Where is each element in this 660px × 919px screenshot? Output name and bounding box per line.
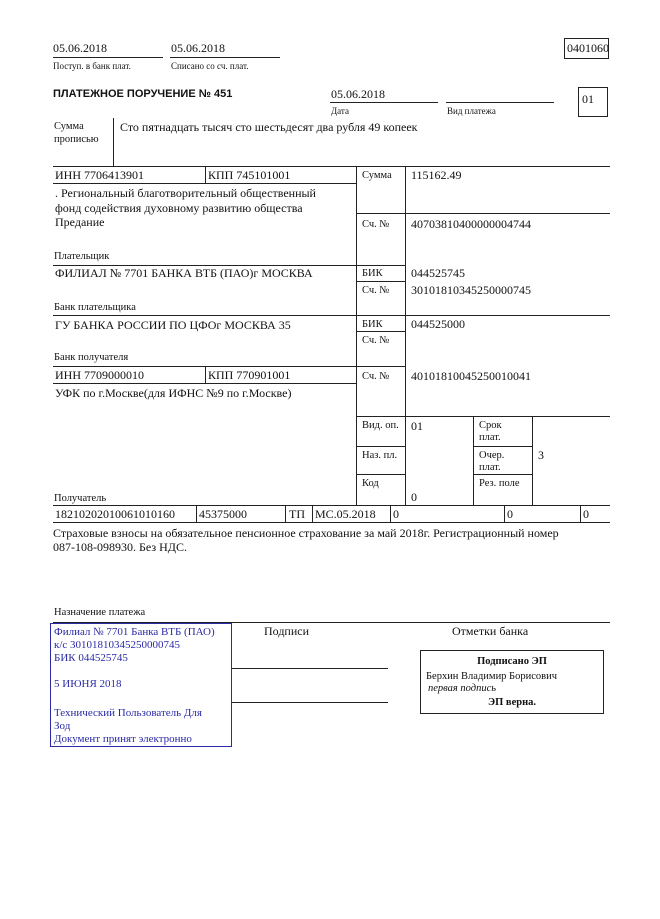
esign-name: Берхин Владимир Борисович: [426, 671, 557, 682]
divider: [356, 446, 405, 447]
label-received: Поступ. в банк плат.: [53, 61, 131, 71]
bik-label: БИК: [362, 319, 383, 330]
amount-words: Сто пятнадцать тысяч сто шестьдесят два рубля 49 копеек: [120, 120, 418, 134]
divider: [53, 366, 405, 367]
divider: [53, 57, 163, 58]
stamp-line: 5 ИЮНЯ 2018: [54, 678, 122, 690]
divider: [356, 281, 405, 282]
divider: [356, 474, 405, 475]
payee-account: 40101810045250010041: [411, 369, 531, 383]
signature-line: [232, 668, 388, 669]
term-label: Срок: [479, 420, 502, 431]
date-debited: 05.06.2018: [171, 41, 225, 55]
esign-title: Подписано ЭП: [477, 656, 547, 667]
doc-number: 0: [393, 507, 399, 521]
kbk: 18210202010061010160: [55, 507, 175, 521]
divider: [53, 505, 610, 506]
account-label: Сч. №: [362, 335, 390, 346]
signatures-label: Подписи: [264, 624, 310, 638]
priority: 3: [538, 448, 544, 462]
divider: [53, 183, 356, 184]
account-label: Сч. №: [362, 371, 390, 382]
payer-bank-bik: 044525745: [411, 266, 465, 280]
divider: [285, 505, 286, 522]
payer-kpp: КПП 745101001: [208, 168, 291, 182]
divider: [504, 505, 505, 522]
date-received: 05.06.2018: [53, 41, 107, 55]
document-title: ПЛАТЕЖНОЕ ПОРУЧЕНИЕ № 451: [53, 88, 233, 100]
term-label: плат.: [479, 432, 501, 443]
status-code-box: [578, 87, 608, 117]
bank-stamp: [50, 623, 232, 747]
stamp-line: Документ принят электронно: [54, 733, 192, 745]
document-date: 05.06.2018: [331, 87, 385, 101]
divider: [473, 416, 474, 505]
bik-label: БИК: [362, 268, 383, 279]
tax-period: МС.05.2018: [315, 507, 376, 521]
divider: [473, 474, 532, 475]
payer-name: Предание: [55, 215, 105, 229]
purpose-text: Страховые взносы на обязательное пенсионное страхование за май 2018г. Регистрационный номер: [53, 526, 559, 540]
amount-words-label: Сумма: [54, 121, 84, 132]
payee-bank-bik: 044525000: [411, 317, 465, 331]
status-code: 01: [582, 92, 594, 106]
divider: [170, 57, 280, 58]
payment-type-label: Вид платежа: [447, 106, 496, 116]
doc-date: 0: [507, 507, 513, 521]
payer-bank-label: Банк плательщика: [54, 302, 136, 313]
payer-name: . Региональный благотворительный общественный: [55, 186, 316, 200]
priority-label: Очер.: [479, 450, 505, 461]
purpose-text: 087-108-098930. Без НДС.: [53, 540, 187, 554]
divider: [356, 166, 357, 505]
amount: 115162.49: [411, 168, 462, 182]
divider: [53, 383, 356, 384]
amount-words-label: прописью: [54, 134, 99, 145]
code: 0: [411, 490, 417, 504]
reserve-label: Рез. поле: [479, 478, 520, 489]
payer-name: фонд содействия духовному развитию общества: [55, 201, 303, 215]
divider: [113, 118, 114, 166]
basis: ТП: [289, 507, 305, 521]
payment-type: 0: [583, 507, 589, 521]
divider: [405, 166, 406, 505]
date-label: Дата: [331, 106, 349, 116]
stamp-line: БИК 044525745: [54, 652, 128, 664]
divider: [356, 416, 610, 417]
payer-bank-name: ФИЛИАЛ № 7701 БАНКА ВТБ (ПАО)г МОСКВА: [55, 266, 313, 280]
payer-label: Плательщик: [54, 251, 110, 262]
divider: [312, 505, 313, 522]
oktmo: 45375000: [199, 507, 247, 521]
divider: [53, 166, 610, 167]
payer-bank-account: 30101810345250000745: [411, 283, 531, 297]
esign-role: первая подпись: [428, 683, 497, 694]
code-label: Код: [362, 478, 379, 489]
label-debited: Списано со сч. плат.: [171, 61, 249, 71]
account-label: Сч. №: [362, 285, 390, 296]
divider: [473, 446, 532, 447]
divider: [205, 166, 206, 183]
esign-box: [420, 650, 604, 714]
purpose-label: Назначение платежа: [54, 607, 146, 618]
divider: [390, 505, 391, 522]
divider: [356, 331, 405, 332]
amount-label: Сумма: [362, 170, 392, 181]
purpose-code-label: Наз. пл.: [362, 450, 398, 461]
signature-line: [232, 702, 388, 703]
divider: [53, 522, 610, 523]
divider: [205, 366, 206, 383]
payee-inn: ИНН 7709000010: [55, 368, 144, 382]
payee-bank-name: ГУ БАНКА РОССИИ ПО ЦФОг МОСКВА 35: [55, 318, 291, 332]
payee-name: УФК по г.Москве(для ИФНС №9 по г.Москве): [55, 386, 292, 400]
stamp-line: Зод: [54, 720, 71, 732]
stamp-line: к/с 30101810345250000745: [54, 639, 181, 651]
divider: [580, 505, 581, 522]
bank-marks-label: Отметки банка: [452, 624, 529, 638]
payee-kpp: КПП 770901001: [208, 368, 291, 382]
divider: [356, 213, 610, 214]
form-code-box: [564, 38, 609, 59]
divider: [196, 505, 197, 522]
form-code: 0401060: [567, 41, 609, 55]
payer-inn: ИНН 7706413901: [55, 168, 144, 182]
payer-account: 40703810400000004744: [411, 217, 531, 231]
esign-status: ЭП верна.: [488, 697, 537, 708]
divider: [53, 315, 610, 316]
stamp-line: Филиал № 7701 Банка ВТБ (ПАО): [54, 626, 215, 638]
priority-label: плат.: [479, 462, 501, 473]
stamp-line: Технический Пользователь Для: [54, 707, 202, 719]
op-type: 01: [411, 419, 423, 433]
account-label: Сч. №: [362, 219, 390, 230]
divider: [446, 102, 554, 103]
payee-bank-label: Банк получателя: [54, 352, 129, 363]
divider: [330, 102, 438, 103]
divider: [532, 416, 533, 505]
payee-label: Получатель: [54, 493, 107, 504]
op-type-label: Вид. оп.: [362, 420, 399, 431]
